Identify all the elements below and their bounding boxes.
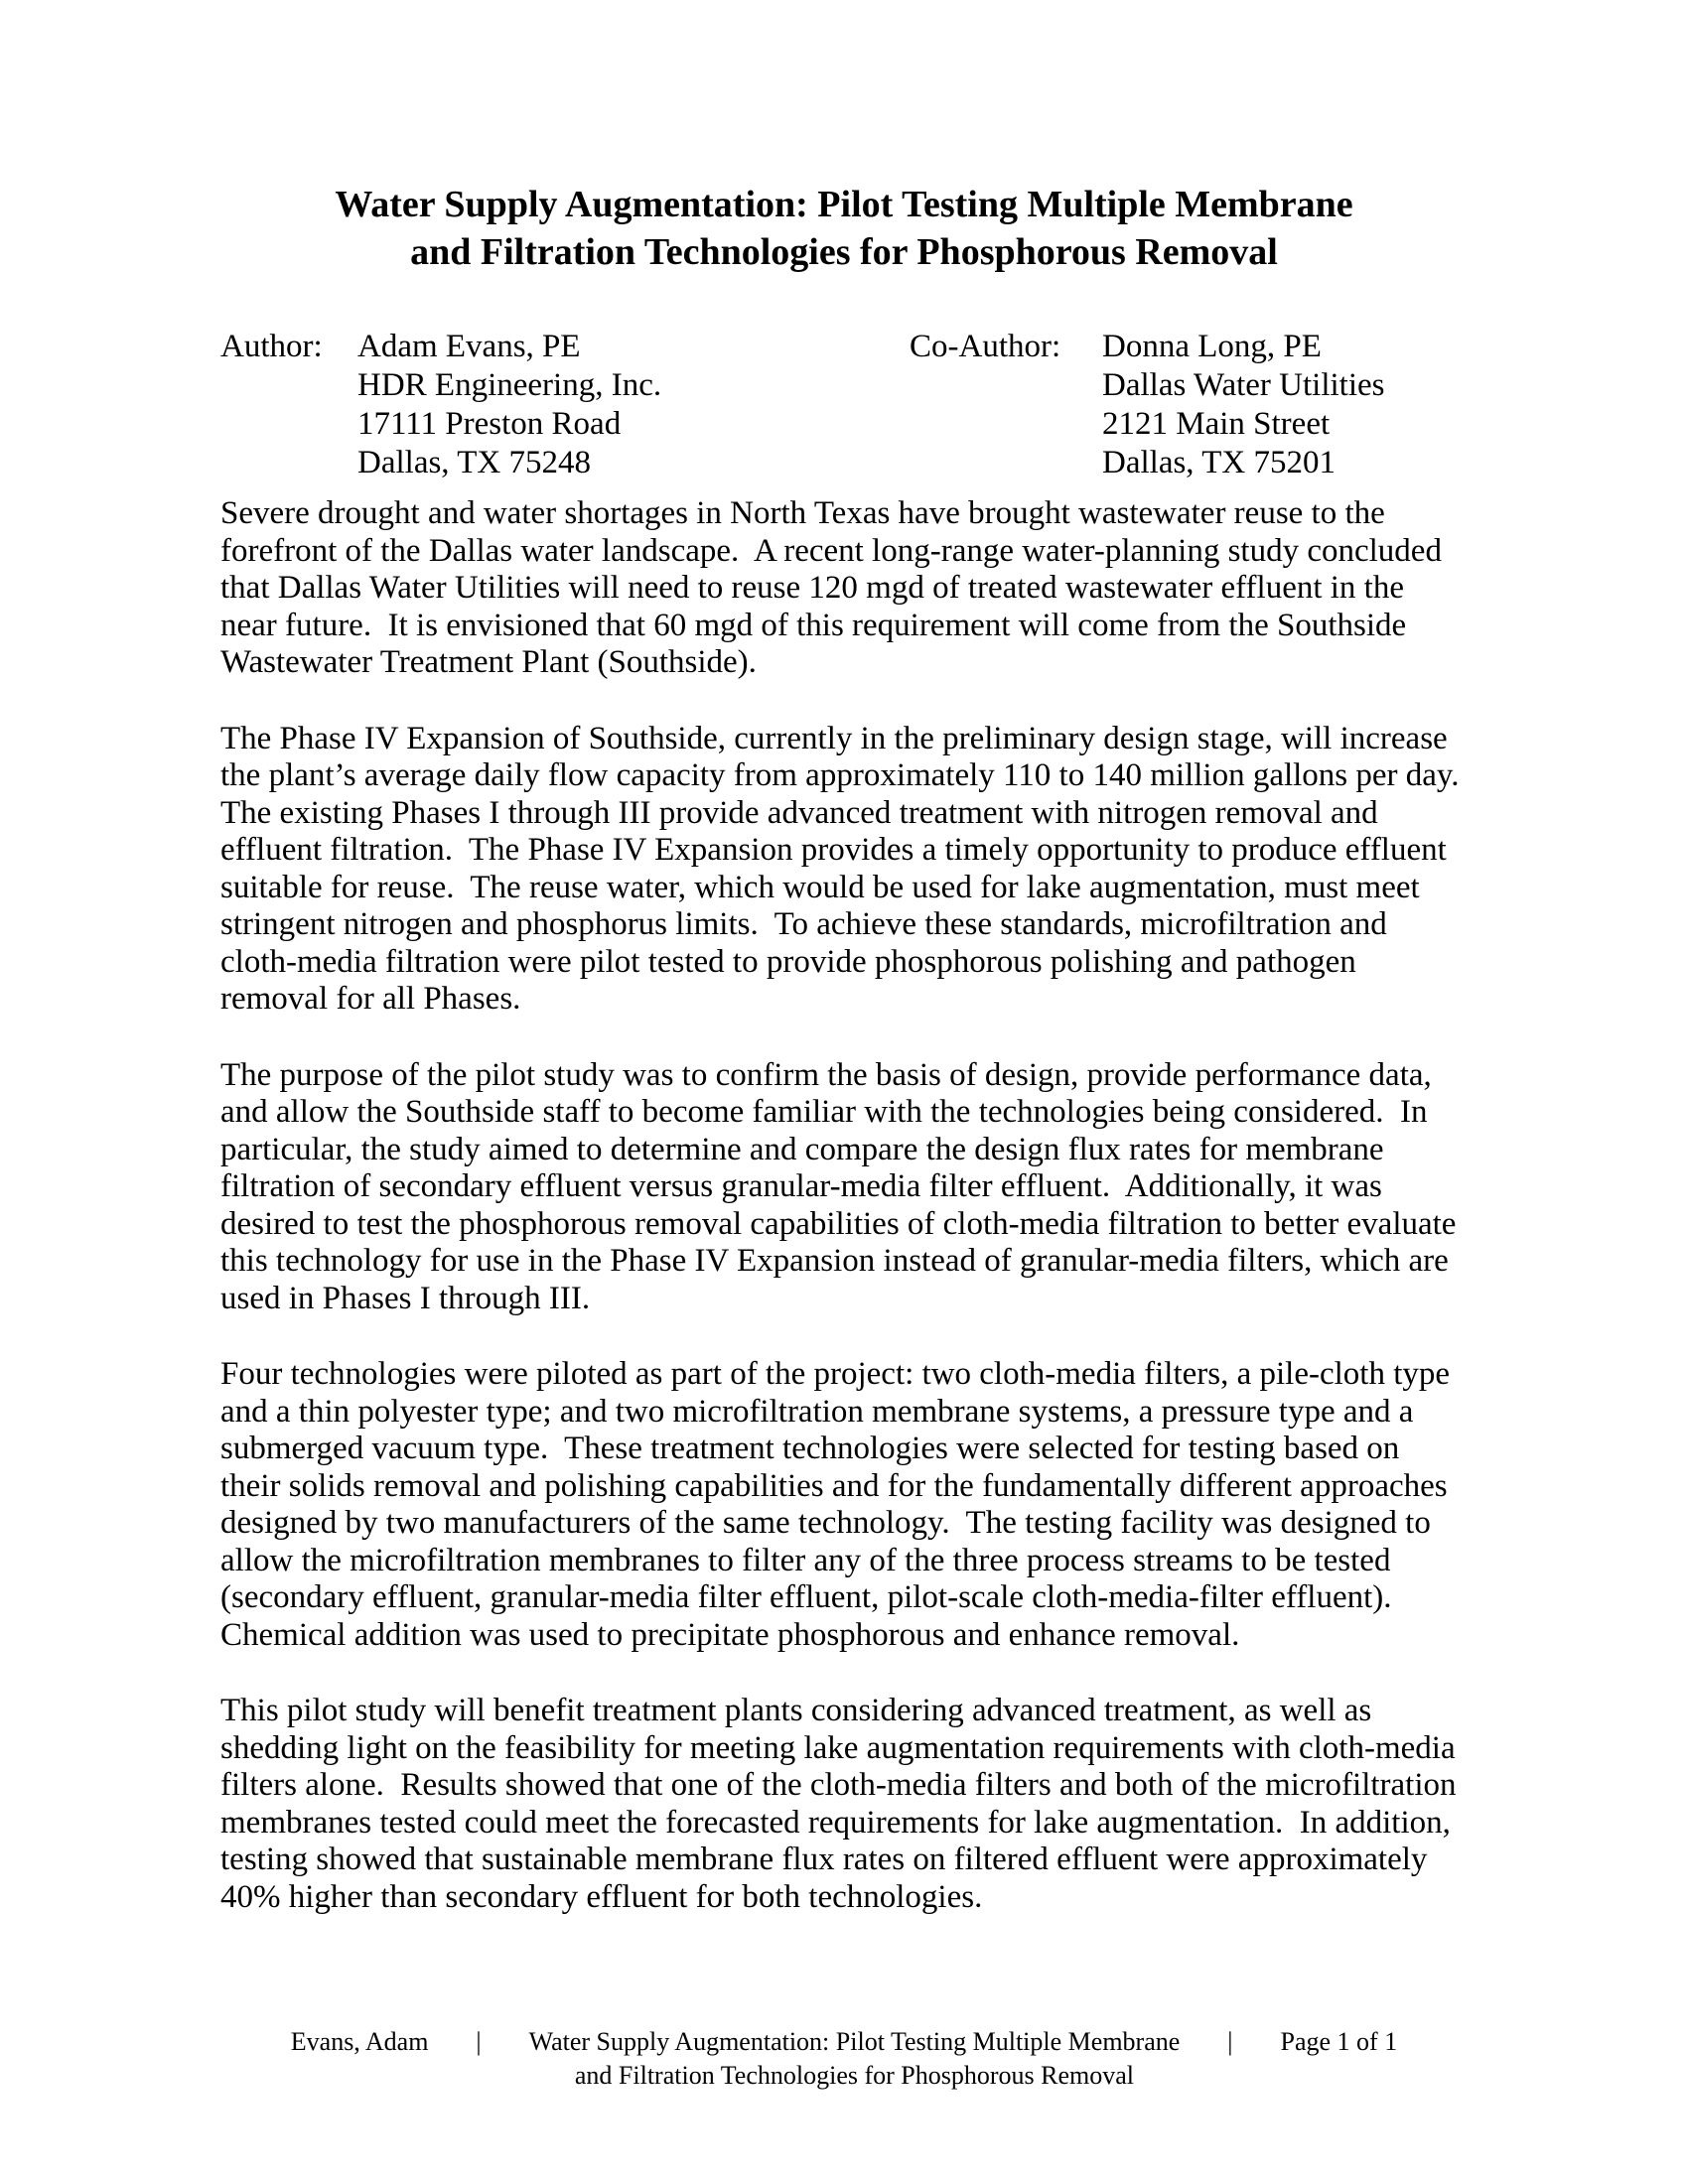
footer-title-line-2: and Filtration Technologies for Phosphorous Removal [574,2061,1135,2090]
footer-separator: | [476,2027,482,2056]
footer-page-number: Page 1 of 1 [1280,2027,1398,2056]
author-block-spacer [910,405,1102,444]
abstract-body [220,495,1483,1916]
author-block-spacer [220,366,357,405]
author-street: 17111 Preston Road [357,406,622,442]
footer-separator: | [1227,2027,1233,2056]
body-paragraph-4: Four technologies were piloted as part of the project: two cloth-media filters, a pile-cloth type and a thin polyester type; and two microfiltration membrane systems, a pressure type and a submerged vacuum type. These treatment technologies were selected for testing based on their solids removal and polishing capabilities and for the fundamentally different approaches designed by two manufacturers of the same technology. The testing facility was designed to allow the microfiltration membranes to filter any of the three process streams to be tested (secondary effluent, granular-media filter effluent, pilot-scale cloth-media-filter effluent). Chemical addition was used to precipitate phosphorous and enhance removal. [220,1356,1459,1653]
author-block-spacer [220,405,357,444]
coauthor-organization: Dallas Water Utilities [1102,367,1385,403]
footer-author: Evans, Adam [290,2027,429,2056]
footer-document-title [529,2025,1181,2093]
page-footer [0,2025,1688,2093]
page-title-line-2: and Filtration Technologies for Phosphorous Removal [410,231,1278,273]
author-block-spacer [220,444,357,482]
coauthor-city: Dallas, TX 75201 [1102,445,1336,480]
coauthor-street: 2121 Main Street [1102,406,1331,442]
body-paragraph-1: Severe drought and water shortages in North Texas have brought wastewater reuse to the forefront of the Dallas water landscape. A recent long-range water-planning study concluded that Dallas Water Utilities will need to reuse 120 mgd of treated wastewater effluent in the near future. It is envisioned that 60 mgd of this requirement will come from the Southside Wastewater Treatment Plant (Southside). [220,495,1451,680]
page-title [220,181,1468,276]
footer-title-line-1: Water Supply Augmentation: Pilot Testing Multiple Membrane [528,2027,1181,2056]
body-paragraph-2: The Phase IV Expansion of Southside, currently in the preliminary design stage, will increase the plant’s average daily flow capacity from approximately 110 to 140 million gallons per day. The existing Phases I through III provide advanced treatment with nitrogen removal and effluent filtration. The Phase IV Expansion provides a timely opportunity to produce effluent suitable for reuse. The reuse water, which would be used for lake augmentation, must meet stringent nitrogen and phosphorus limits. To achieve these standards, microfiltration and cloth-media filtration were pilot tested to provide phosphorous polishing and pathogen removal for all Phases. [220,720,1483,1017]
author-block [220,328,1468,482]
author-label: Author: [220,329,323,364]
author-city: Dallas, TX 75248 [357,445,591,480]
coauthor-label: Co-Author: [910,329,1061,364]
author-block-spacer [910,444,1102,482]
body-paragraph-5: This pilot study will benefit treatment plants considering advanced treatment, as well as shedding light on the feasibility for meeting lake augmentation requirements with cloth-media filters alone. Results showed that one of the cloth-media filters and both of the microfiltration membranes tested could meet the forecasted requirements for lake augmentation. In addition, testing showed that sustainable membrane flux rates on filtered effluent were approximately 40% higher than secondary effluent for both technologies. [220,1693,1465,1915]
author-block-spacer [910,366,1102,405]
author-organization: HDR Engineering, Inc. [357,367,662,403]
page-title-line-1: Water Supply Augmentation: Pilot Testing Multiple Membrane [335,184,1353,225]
coauthor-name: Donna Long, PE [1102,329,1322,364]
body-paragraph-3: The purpose of the pilot study was to confirm the basis of design, provide performance data, and allow the Southside staff to become familiar with the technologies being considered. In particular, the study aimed to determine and compare the design flux rates for membrane filtration of secondary effluent versus granular-media filter effluent. Additionally, it was desired to test the phosphorous removal capabilities of cloth-media filtration to better evaluate this technology for use in the Phase IV Expansion instead of granular-media filters, which are used in Phases I through III. [220,1056,1465,1316]
author-name: Adam Evans, PE [357,329,581,364]
